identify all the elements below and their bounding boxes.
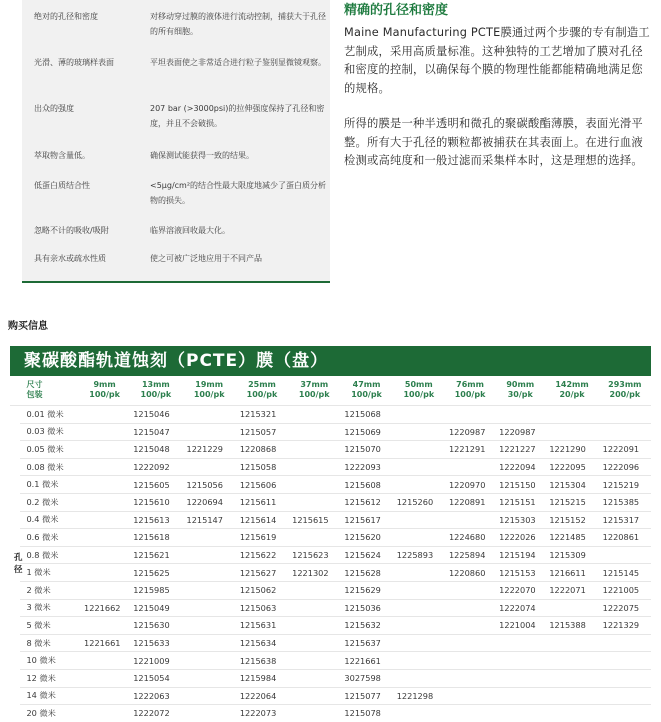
column-header [80,380,129,406]
description-heading: 精确的孔径和密度 [344,3,449,18]
part-number-cell: 1215613 [129,511,182,529]
feature-list [22,0,330,283]
part-number-cell: 1221485 [545,529,598,547]
part-number-cell: 1215624 [340,546,392,564]
part-number-cell [183,458,236,476]
feature-label: 忽略不计的吸收/吸附 [34,226,109,235]
table-row [10,476,651,494]
part-number-cell: 1215151 [495,493,545,511]
column-header [599,380,651,406]
pore-size-cell: 8 微米 [20,634,80,652]
part-number-cell [80,423,129,441]
part-number-cell [288,581,340,599]
part-number-cell: 1215985 [129,581,182,599]
part-number-cell [393,406,445,424]
column-size: 37mm [300,380,329,389]
part-number-cell [393,634,445,652]
part-number-cell [183,705,236,722]
pore-size-cell: 0.03 微米 [20,423,80,441]
part-number-cell [288,617,340,635]
part-number-cell [393,581,445,599]
part-number-cell [599,546,651,564]
part-number-cell [545,652,598,670]
part-number-cell [288,458,340,476]
feature-description: <5μg/cm²的结合性最大限度地减少了蛋白质分析物的损失。 [150,181,327,205]
part-number-cell [545,599,598,617]
pore-size-label: 孔径 [10,406,20,722]
product-table [10,346,651,722]
part-number-cell [183,652,236,670]
table-row [10,634,651,652]
part-number-cell [288,476,340,494]
part-number-cell [445,406,495,424]
feature-description: 平坦表面使之非常适合进行粒子鉴别显微镜观察。 [150,58,326,67]
column-size: 76mm [456,380,484,389]
table-row [10,581,651,599]
table-row [10,599,651,617]
part-number-cell: 1215145 [599,564,651,582]
table-row [10,511,651,529]
part-number-cell: 1221009 [129,652,182,670]
column-pack: 100/pk [454,390,486,399]
part-number-cell: 1215152 [545,511,598,529]
part-number-cell: 1220891 [445,493,495,511]
column-header [236,380,288,406]
part-number-cell [80,441,129,459]
part-number-cell [183,581,236,599]
part-number-cell: 1215321 [236,406,288,424]
pore-size-cell: 3 微米 [20,599,80,617]
part-number-cell [288,529,340,547]
part-number-cell [288,705,340,722]
column-pack: 100/pk [403,390,435,399]
part-number-cell: 1220860 [445,564,495,582]
part-number-cell: 1215632 [340,617,392,635]
part-number-cell: 1215633 [129,634,182,652]
column-header [445,380,495,406]
part-number-cell [599,669,651,687]
part-number-cell [80,669,129,687]
part-number-cell [393,423,445,441]
part-number-cell: 1215388 [545,617,598,635]
feature-label: 光滑、薄的玻璃样表面 [34,58,114,67]
part-number-cell [545,634,598,652]
part-number-cell: 1215637 [340,634,392,652]
table-row [10,546,651,564]
part-number-cell: 1215078 [340,705,392,722]
part-number-cell [288,423,340,441]
table-row [10,423,651,441]
part-number-cell: 1222063 [129,687,182,705]
feature-label: 出众的强度 [34,104,74,113]
part-number-cell: 1224680 [445,529,495,547]
part-number-cell: 1222071 [545,581,598,599]
part-number-cell: 1215634 [236,634,288,652]
part-number-cell: 1215194 [495,546,545,564]
pore-size-cell: 0.1 微米 [20,476,80,494]
part-number-cell: 1215606 [236,476,288,494]
pore-size-cell: 0.05 微米 [20,441,80,459]
part-number-cell: 1222091 [599,441,651,459]
part-number-cell: 1215077 [340,687,392,705]
column-size: 47mm [352,380,381,389]
part-number-cell: 1215623 [288,546,340,564]
part-number-cell: 1215150 [495,476,545,494]
column-size: 25mm [248,380,276,389]
column-header [129,380,182,406]
column-pack: 100/pk [298,390,330,399]
part-number-cell: 1221298 [393,687,445,705]
part-number-cell [445,669,495,687]
part-number-cell [445,599,495,617]
part-number-cell: 1215622 [236,546,288,564]
part-number-cell [445,705,495,722]
column-header [340,380,392,406]
pore-size-cell: 0.6 微米 [20,529,80,547]
part-number-cell: 1215619 [236,529,288,547]
column-pack: 30/pk [507,390,533,399]
part-number-cell: 1220987 [495,423,545,441]
feature-label: 萃取物含量低。 [34,151,90,160]
column-size: 13mm [141,380,170,389]
part-number-cell: 1221229 [183,441,236,459]
feature-label: 绝对的孔径和密度 [34,12,98,21]
part-number-cell [599,687,651,705]
column-pack: 20/pk [559,390,585,399]
pore-size-cell: 1 微米 [20,564,80,582]
part-number-cell [545,423,598,441]
column-header [545,380,598,406]
part-number-cell [183,406,236,424]
part-number-cell [599,423,651,441]
column-pack: 100/pk [89,390,120,399]
part-number-cell: 1215048 [129,441,182,459]
part-number-cell [495,687,545,705]
part-number-cell: 1220987 [445,423,495,441]
part-number-cell [545,406,598,424]
part-number-cell: 1221290 [545,441,598,459]
table-title: 聚碳酸酯轨道蚀刻（PCTE）膜（盘） [10,346,651,376]
part-number-cell: 1215317 [599,511,651,529]
part-number-cell: 1215057 [236,423,288,441]
pore-size-cell: 0.08 微米 [20,458,80,476]
part-number-cell [80,458,129,476]
column-header [393,380,445,406]
part-number-cell: 1221005 [599,581,651,599]
part-number-cell: 1215608 [340,476,392,494]
pore-size-cell: 20 微米 [20,705,80,722]
part-number-cell: 1215046 [129,406,182,424]
part-number-cell [288,406,340,424]
part-number-cell [80,617,129,635]
table-row [10,529,651,547]
feature-description: 207 bar (>3000psi)的拉伸强度保持了孔径和密度，并且不会破损。 [150,104,325,128]
part-number-cell [495,705,545,722]
purchase-section-title: 购买信息 [8,321,48,332]
column-pack: 200/pk [609,390,641,399]
part-number-cell [445,617,495,635]
part-number-cell [80,406,129,424]
part-number-cell: 1215056 [183,476,236,494]
part-number-cell: 1215215 [545,493,598,511]
description-paragraph: Maine Manufacturing PCTE膜通过两个步骤的专有制造工艺制成，采用高质量标准。这种独特的工艺增加了膜对孔径和密度的控制，以确保每个膜的物理性能都能精确地满足您的规格。 [344,26,650,95]
part-number-cell: 1215058 [236,458,288,476]
part-number-cell [80,687,129,705]
table-row [10,617,651,635]
part-number-cell [495,669,545,687]
part-number-cell: 1222073 [236,705,288,722]
part-number-cell: 1215621 [129,546,182,564]
column-pack: 100/pk [140,390,172,399]
part-number-cell [80,581,129,599]
column-pack: 100/pk [193,390,225,399]
part-number-cell [393,669,445,687]
part-number-cell: 1215625 [129,564,182,582]
part-number-cell: 1215618 [129,529,182,547]
description-paragraph: 所得的膜是一种半透明和微孔的聚碳酸酯薄膜，表面光滑平整。所有大于孔径的颗粒都被捕获在其表面上。在进行血液检测或高纯度和一般过滤而采集样本时，这是理想的选择。 [344,117,643,167]
pore-size-cell: 2 微米 [20,581,80,599]
part-number-cell [393,476,445,494]
part-number-cell: 1215612 [340,493,392,511]
part-number-cell: 1215620 [340,529,392,547]
part-number-cell: 1220868 [236,441,288,459]
pore-size-cell: 0.2 微米 [20,493,80,511]
column-size: 19mm [195,380,224,389]
part-number-cell [183,564,236,582]
part-number-cell: 1215068 [340,406,392,424]
part-number-cell: 1221661 [80,634,129,652]
part-number-cell: 1215303 [495,511,545,529]
part-number-cell: 1225894 [445,546,495,564]
table-row [10,441,651,459]
part-number-cell [393,599,445,617]
part-number-cell [495,634,545,652]
part-number-cell: 1215063 [236,599,288,617]
column-size: 90mm [506,380,535,389]
part-number-cell [288,599,340,617]
part-number-cell: 1220970 [445,476,495,494]
part-number-cell: 1222095 [545,458,598,476]
part-number-cell: 1222094 [495,458,545,476]
part-number-cell: 1215153 [495,564,545,582]
part-number-cell: 1215617 [340,511,392,529]
part-number-cell: 1221004 [495,617,545,635]
part-number-cell [545,669,598,687]
pore-size-cell: 10 微米 [20,652,80,670]
part-number-cell [495,406,545,424]
part-number-cell [393,617,445,635]
part-number-cell [183,599,236,617]
spec-header [20,380,80,406]
part-number-cell [445,652,495,670]
part-number-cell: 1215984 [236,669,288,687]
part-number-cell: 1215628 [340,564,392,582]
part-number-cell [80,511,129,529]
part-number-cell [80,529,129,547]
column-size: 293mm [608,380,642,389]
part-number-cell: 1215049 [129,599,182,617]
part-number-cell: 1215047 [129,423,182,441]
part-number-cell: 1215036 [340,599,392,617]
part-number-cell: 1221227 [495,441,545,459]
pack-label: 包装 [26,390,43,399]
part-number-cell: 1215054 [129,669,182,687]
product-description [344,2,652,171]
part-number-cell: 1222072 [129,705,182,722]
part-number-cell [393,564,445,582]
part-number-cell: 1222074 [495,599,545,617]
part-number-cell: 1215631 [236,617,288,635]
part-number-cell [545,705,598,722]
part-number-cell: 1215638 [236,652,288,670]
part-number-cell [183,687,236,705]
part-number-cell: 1220861 [599,529,651,547]
part-number-cell [183,669,236,687]
column-size: 50mm [404,380,433,389]
part-number-cell: 1215611 [236,493,288,511]
part-number-cell: 1215219 [599,476,651,494]
part-number-cell [393,652,445,670]
table-row [10,652,651,670]
part-number-cell: 1222093 [340,458,392,476]
pore-size-cell: 0.4 微米 [20,511,80,529]
part-number-cell: 1222070 [495,581,545,599]
part-number-cell: 1215615 [288,511,340,529]
part-number-cell [183,529,236,547]
part-number-cell [445,687,495,705]
part-number-cell: 1215260 [393,493,445,511]
part-number-cell [288,634,340,652]
part-number-cell [183,634,236,652]
column-header [183,380,236,406]
part-number-cell [445,458,495,476]
table-row [10,493,651,511]
feature-description: 临界溶液回收最大化。 [150,226,230,235]
part-number-cell: 1215304 [545,476,598,494]
part-number-cell: 1222075 [599,599,651,617]
pore-size-cell: 0.01 微米 [20,406,80,424]
part-number-cell: 1225893 [393,546,445,564]
table-row [10,458,651,476]
column-size: 142mm [555,380,589,389]
feature-label: 具有亲水或疏水性质 [34,254,106,263]
table-row [10,705,651,722]
part-number-cell [495,652,545,670]
part-number-cell [599,634,651,652]
part-number-cell: 1215614 [236,511,288,529]
part-number-cell [80,705,129,722]
part-number-cell [599,705,651,722]
part-number-cell: 1221302 [288,564,340,582]
part-number-cell: 1215629 [340,581,392,599]
part-number-cell [393,511,445,529]
part-number-cell [599,652,651,670]
part-number-cell: 1215147 [183,511,236,529]
feature-description: 对移动穿过膜的液体进行流动控制，捕获大于孔径的所有细胞。 [150,12,326,36]
part-number-cell [288,687,340,705]
part-number-cell [445,634,495,652]
part-number-cell: 1222064 [236,687,288,705]
table-row [10,687,651,705]
pore-size-cell: 12 微米 [20,669,80,687]
part-number-cell [393,441,445,459]
part-number-cell [288,652,340,670]
part-number-cell [288,669,340,687]
part-number-cell: 1221661 [340,652,392,670]
part-number-cell: 1221329 [599,617,651,635]
part-number-cell: 1220694 [183,493,236,511]
part-number-cell: 1216611 [545,564,598,582]
part-number-cell [393,458,445,476]
part-number-cell: 1215385 [599,493,651,511]
part-number-cell [445,511,495,529]
part-number-cell [183,617,236,635]
part-number-cell: 1215069 [340,423,392,441]
table-row [10,564,651,582]
part-number-cell [445,581,495,599]
part-number-cell: 1215062 [236,581,288,599]
column-header [288,380,340,406]
part-number-cell: 1215070 [340,441,392,459]
column-pack: 100/pk [246,390,278,399]
part-number-cell: 1222092 [129,458,182,476]
part-number-cell: 1221662 [80,599,129,617]
part-number-cell [393,705,445,722]
part-number-cell: 1215630 [129,617,182,635]
part-number-cell [545,687,598,705]
feature-description: 确保测试能获得一致的结果。 [150,151,254,160]
part-number-cell [183,423,236,441]
pore-size-cell: 0.8 微米 [20,546,80,564]
part-number-cell: 1222026 [495,529,545,547]
part-number-cell: 3027598 [340,669,392,687]
pore-size-cell: 5 微米 [20,617,80,635]
part-number-cell [288,441,340,459]
part-number-cell: 1222096 [599,458,651,476]
pcte-table [10,380,651,722]
part-number-cell: 1215309 [545,546,598,564]
part-number-cell [183,546,236,564]
part-number-cell: 1215605 [129,476,182,494]
part-number-cell: 1215627 [236,564,288,582]
column-pack: 100/pk [351,390,382,399]
feature-description: 使之可被广泛地应用于不同产品 [150,254,262,263]
part-number-cell [393,529,445,547]
table-row [10,406,651,424]
size-label: 尺寸 [26,380,43,389]
part-number-cell [80,652,129,670]
part-number-cell [80,493,129,511]
feature-label: 低蛋白质结合性 [34,181,90,190]
part-number-cell [288,493,340,511]
column-size: 9mm [93,380,116,389]
part-number-cell [599,406,651,424]
part-number-cell [80,476,129,494]
part-number-cell: 1221291 [445,441,495,459]
part-number-cell [80,564,129,582]
pore-size-cell: 14 微米 [20,687,80,705]
column-header [495,380,545,406]
part-number-cell [80,546,129,564]
part-number-cell: 1215610 [129,493,182,511]
table-row [10,669,651,687]
